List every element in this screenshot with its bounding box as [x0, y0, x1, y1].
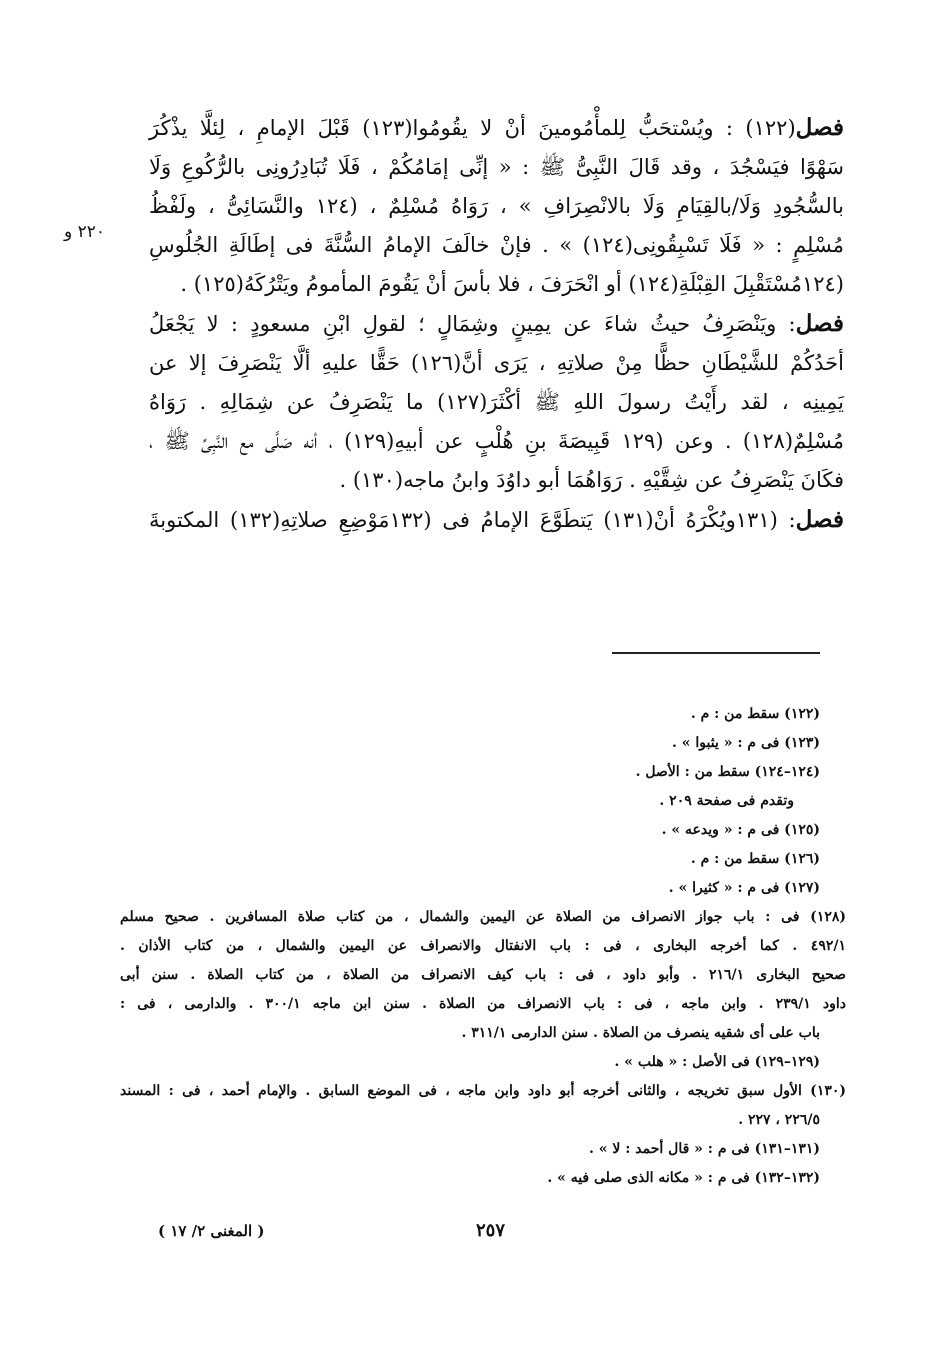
line-text: مُسْلِمٍ : « فَلَا تَسْبِقُونِى(١٢٤) » . فإنْ خالَفَ الإمامُ السُّنَّةَ فى إطَالَةِ الجُلُوسِ: [149, 233, 844, 257]
footnote: (١٣٠) الأول سبق تخريجه ، والثانى أخرجه أبو داود وابن ماجه ، فى الموضع السابق . والإمام أحمد ، فى : المسند: [120, 1083, 846, 1099]
text-line: [149, 422, 844, 461]
main-text: [149, 108, 844, 540]
footnote: (١٢٤–١٢٤) سقط من : الأصل .: [635, 764, 820, 780]
text-line: [149, 148, 844, 187]
footnote: (١٣٢–١٣٢) فى م : « مكانه الذى صلى فيه » .: [547, 1170, 820, 1186]
footnote: وتقدم فى صفحة ٢٠٩ .: [659, 793, 794, 809]
signature-mark: ( المغنى ٢/ ١٧ ): [158, 1222, 265, 1240]
footnotes: [120, 700, 846, 1193]
line-text: مُسْلِمٌ(١٢٨) . وعن (١٢٩ قَبِيصَةَ بنِ هُلْبٍ عن أبيهِ(١٢٩) ، أنه صَلَّى مع النَّبِىِّ ﷺ ،: [149, 429, 844, 453]
text-line: [149, 265, 844, 304]
text-line: [149, 108, 844, 148]
footnote: صحيح البخارى ٢١٦/١ . وأبو داود ، فى : باب كيف الانصراف من الصلاة ، من كتاب الصلاة . سنن أبى: [120, 967, 846, 983]
line-text: : ويَنْصَرِفُ حيثُ شاءَ عن يمِينٍ وشِمَالٍ ؛ لقولِ ابْنِ مسعودٍ : لا يَجْعَلُ: [149, 312, 796, 336]
line-text: (١٢٤مُسْتَقْبِلَ القِبْلَةِ(١٢٤) أو انْحَرَفَ ، فلا بأسَ أنْ يَقُومَ المأمومُ ويَتْرُكَهُ(١٢٥) .: [180, 272, 844, 296]
line-text: أحَدُكُمْ للشَّيْطَانِ حظًّا مِنْ صلاتِهِ ، يَرَى أنَّ(١٢٦) حَقًّا عليهِ ألَّا يَنْصَرِفَ إلا عن: [149, 351, 844, 375]
footnote: (١٢٩–١٢٩) فى الأصل : « هلب » .: [614, 1054, 820, 1070]
section-heading: فصل: [795, 310, 844, 337]
footnote: داود ٢٣٩/١ . وابن ماجه ، فى : باب الانصراف من الصلاة . سنن ابن ماجه ٣٠٠/١ . والدارمى ، فى :: [120, 996, 846, 1012]
text-line: [149, 461, 844, 500]
section-heading: فصل: [795, 506, 844, 533]
text-line: [149, 383, 844, 422]
footnote: (١٣١–١٣١) فى م : « قال أحمد : لا » .: [589, 1141, 820, 1157]
footnote: (١٢٨) فى : باب جواز الانصراف من الصلاة عن اليمين والشمال ، من كتاب صلاة المسافرين . صحيح مسلم: [120, 909, 846, 925]
text-line: [149, 304, 844, 344]
line-text: سَهْوًا فيَسْجُدَ ، وقد قَالَ النَّبِىُّ ﷺ : « إنِّى إمَامُكُمْ ، فَلَا تُبَادِرُونِى بالرُّكُوعِ وَلَا: [149, 155, 844, 179]
line-text: (١٢٢) : ويُسْتحَبُّ لِلمأْمُومينَ أنْ لا يقُومُوا(١٢٣) قَبْلَ الإمامِ ، لِئلَّا يذْكُرَ: [149, 116, 796, 140]
line-text: يَمِينِه ، لقد رأَيْتُ رسولَ اللهِ ﷺ أكْثَرَ(١٢٧) ما يَنْصَرِفُ عن شِمَالِهِ . رَوَاهُ: [149, 390, 844, 414]
text-line: [149, 187, 844, 226]
line-text: فكَانَ يَنْصَرِفُ عن شِقَّيْهِ . رَوَاهُمَا أبو داوُدَ وابنُ ماجه(١٣٠) .: [339, 468, 844, 492]
margin-page-reference: ٢٢٠ و: [64, 222, 106, 242]
line-text: : (١٣١ويُكْرَهُ أنْ(١٣١) يَتطَوَّعَ الإمامُ فى (١٣٢مَوْضِعِ صلاتِهِ(١٣٢) المكتوبةَ: [149, 508, 796, 532]
text-line: [149, 500, 844, 540]
footnote: (١٢٢) سقط من : م .: [690, 706, 820, 722]
footnote: (١٢٦) سقط من : م .: [690, 851, 820, 867]
footnote: باب على أى شقيه ينصرف من الصلاة . سنن الدارمى ٣١١/١ .: [461, 1025, 820, 1041]
line-text: بالسُّجُودِ وَلَا/بالقِيَامِ وَلَا بالانْصِرَافِ » ، رَوَاهُ مُسْلِمٌ ، (١٢٤ والنَّسَائِىُّ ، ولَفْظُ: [149, 194, 844, 218]
footnote: (١٢٥) فى م : « ويدعه » .: [661, 822, 820, 838]
section-heading: فصل: [795, 114, 844, 141]
footnote: (١٢٣) فى م : « يثبوا » .: [672, 735, 820, 751]
text-line: [149, 226, 844, 265]
footnote-separator: [612, 652, 820, 654]
footnote: (١٢٧) فى م : « كثيرا » .: [668, 880, 820, 896]
page-number: ٢٥٧: [476, 1220, 506, 1241]
footnote: ٢٢٦/٥ ، ٢٢٧ .: [738, 1112, 820, 1128]
footnote: ٤٩٢/١ . كما أخرجه البخارى ، فى : باب الانفتال والانصراف عن اليمين والشمال ، من كتاب الأذان .: [120, 938, 846, 954]
text-line: [149, 344, 844, 383]
